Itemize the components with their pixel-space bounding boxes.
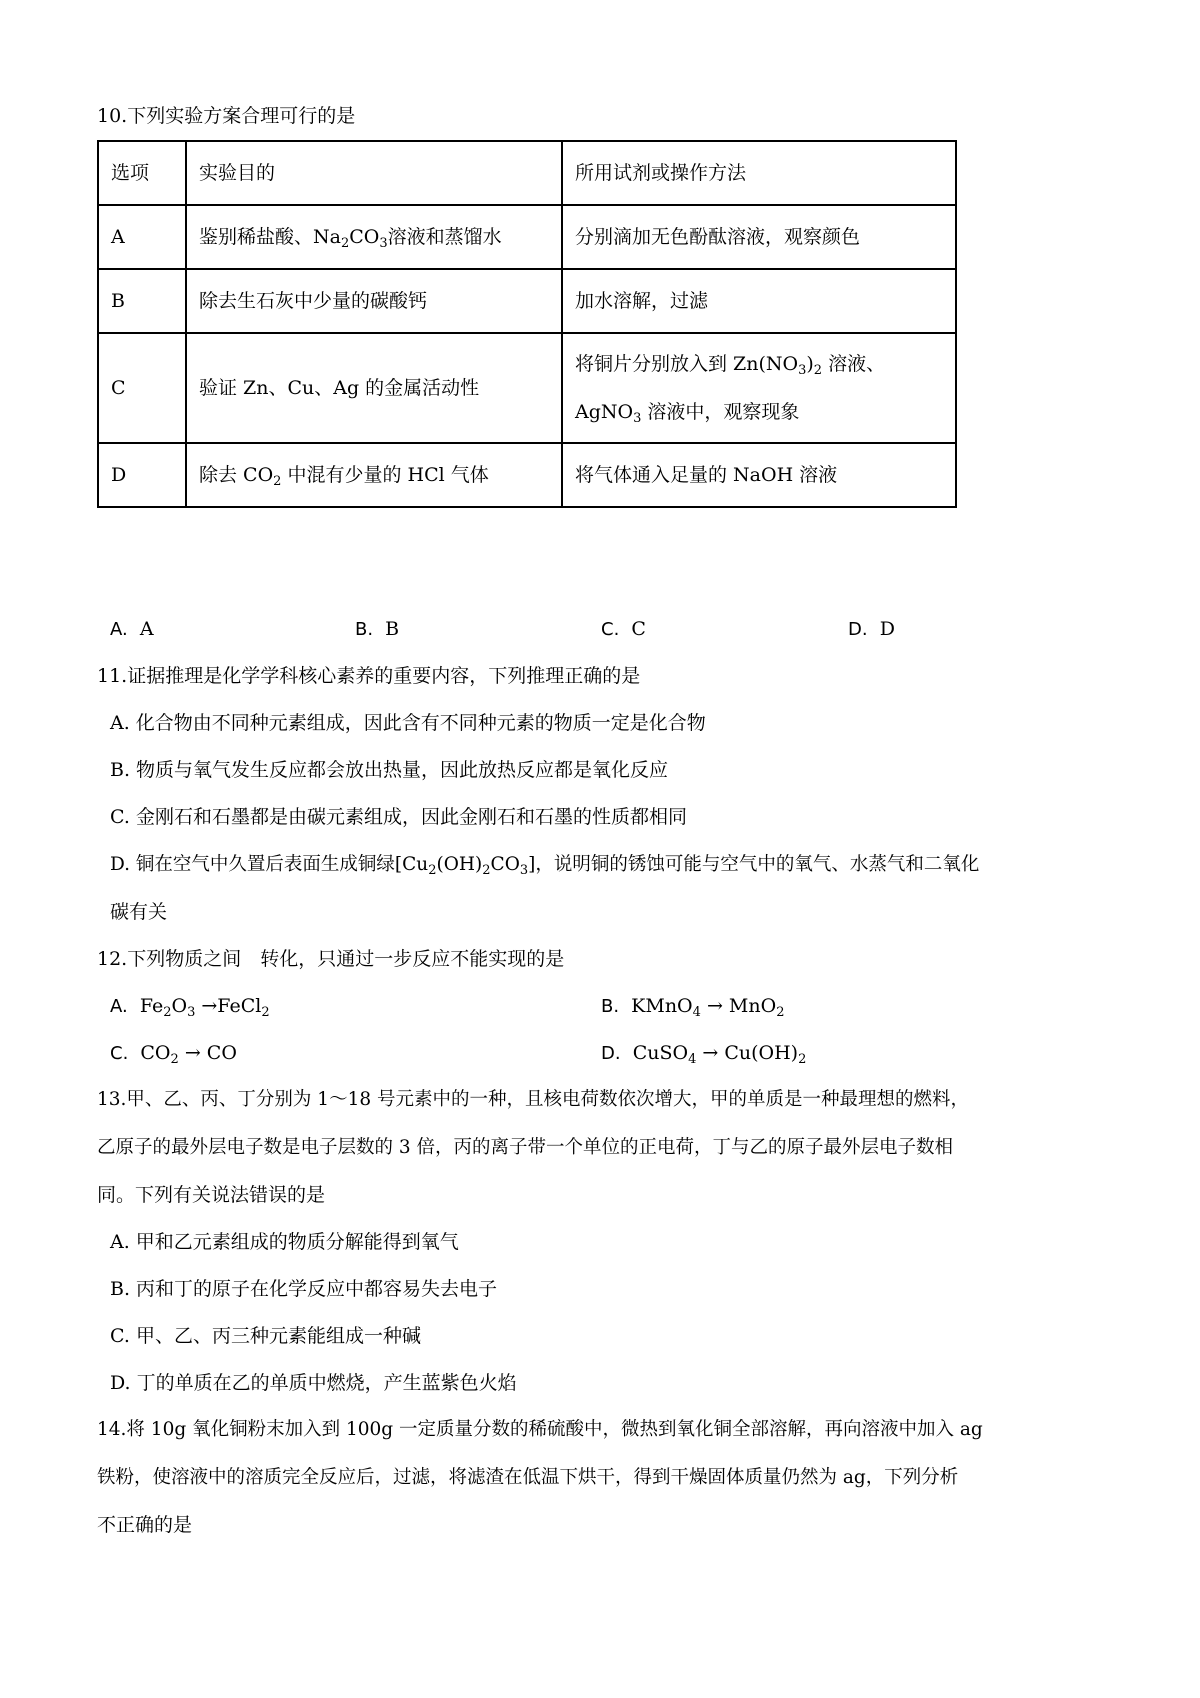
- experiment-table: [97, 140, 957, 508]
- table-row: [98, 269, 956, 333]
- row-purpose: 验证 Zn、Cu、Ag 的金属活动性: [186, 333, 562, 443]
- q12-option-a: A. $Fe_2O_3$ →FeCl$_2$: [110, 995, 270, 1020]
- table-row: [98, 443, 956, 507]
- q11-option-d-cont: 碳有关: [110, 901, 168, 923]
- q12-option-d: D. CuSO$_4$ → $Cu(OH)_2$: [601, 1042, 807, 1067]
- q13-option-d: D. 丁的单质在乙的单质中燃烧，产生蓝紫色火焰: [110, 1372, 517, 1394]
- q11-option-c: C. 金刚石和石墨都是由碳元素组成，因此金刚石和石墨的性质都相同: [110, 806, 687, 828]
- q11-stem: 11.证据推理是化学学科核心素养的重要内容，下列推理正确的是: [97, 665, 641, 687]
- q12-option-c: C. $CO_2$ → CO: [110, 1042, 237, 1067]
- header-method: 所用试剂或操作方法: [562, 141, 956, 205]
- q12-option-b: B. KMnO$_4$ → MnO$_2$: [601, 995, 785, 1020]
- row-method: [562, 333, 956, 443]
- row-purpose: 除去 $CO_2$ 中混有少量的 HCl 气体: [186, 443, 562, 507]
- q11-option-a: A. 化合物由不同种元素组成，因此含有不同种元素的物质一定是化合物: [110, 712, 706, 734]
- q11-option-b: B. 物质与氧气发生反应都会放出热量，因此放热反应都是氧化反应: [110, 759, 669, 781]
- q10-choice-a: A. A: [110, 618, 154, 640]
- q13-stem-line1: 13.甲、乙、丙、丁分别为 1～18 号元素中的一种，且核电荷数依次增大，甲的单质是一种最理想的燃料，: [97, 1089, 969, 1110]
- table-header-row: [98, 141, 956, 205]
- q14-stem-line3: 不正确的是: [97, 1514, 193, 1536]
- row-method: 加水溶解，过滤: [562, 269, 956, 333]
- q14-stem-line1: 14.将 10g 氧化铜粉末加入到 100g 一定质量分数的稀硫酸中，微热到氧化铜全部溶解，再向溶液中加入 ag: [97, 1419, 983, 1440]
- method-line-2: AgNO$_3$ 溶液中，观察现象: [575, 401, 800, 426]
- row-purpose: 除去生石灰中少量的碳酸钙: [186, 269, 562, 333]
- q10-stem: 10.下列实验方案合理可行的是: [97, 105, 356, 127]
- q13-option-c: C. 甲、乙、丙三种元素能组成一种碱: [110, 1325, 421, 1347]
- q13-option-a: A. 甲和乙元素组成的物质分解能得到氧气: [110, 1231, 459, 1253]
- q14-stem-line2: 铁粉，使溶液中的溶质完全反应后，过滤，将滤渣在低温下烘干，得到干燥固体质量仍然为 ag，下列分析: [97, 1467, 959, 1488]
- q13-option-b: B. 丙和丁的原子在化学反应中都容易失去电子: [110, 1278, 498, 1300]
- row-option: B: [98, 269, 186, 333]
- table-row: [98, 333, 956, 443]
- q11-option-d: D. 铜在空气中久置后表面生成铜绿$[Cu_2(OH)_2CO_3]$，说明铜的锈蚀可能与空气中的氧气、水蒸气和二氧化: [110, 854, 980, 878]
- row-method: 分别滴加无色酚酞溶液，观察颜色: [562, 205, 956, 269]
- row-option: C: [98, 333, 186, 443]
- q10-choice-b: B. B: [355, 618, 400, 640]
- method-line-1: 将铜片分别放入到 $Zn(NO_3)_2$ 溶液、: [575, 353, 886, 378]
- row-method: 将气体通入足量的 NaOH 溶液: [562, 443, 956, 507]
- header-purpose: 实验目的: [186, 141, 562, 205]
- q10-choice-d: D. D: [848, 618, 895, 640]
- q13-stem-line2: 乙原子的最外层电子数是电子层数的 3 倍，丙的离子带一个单位的正电荷，丁与乙的原子最外层电子数相: [97, 1137, 954, 1158]
- q10-choice-c: C. C: [601, 618, 646, 640]
- row-purpose: 鉴别稀盐酸、$Na_2CO_3$溶液和蒸馏水: [186, 205, 562, 269]
- table-row: [98, 205, 956, 269]
- header-option: 选项: [98, 141, 186, 205]
- q13-stem-line3: 同。下列有关说法错误的是: [97, 1184, 326, 1206]
- row-option: D: [98, 443, 186, 507]
- row-option: A: [98, 205, 186, 269]
- q12-stem: 12.下列物质之间 转化，只通过一步反应不能实现的是: [97, 948, 565, 970]
